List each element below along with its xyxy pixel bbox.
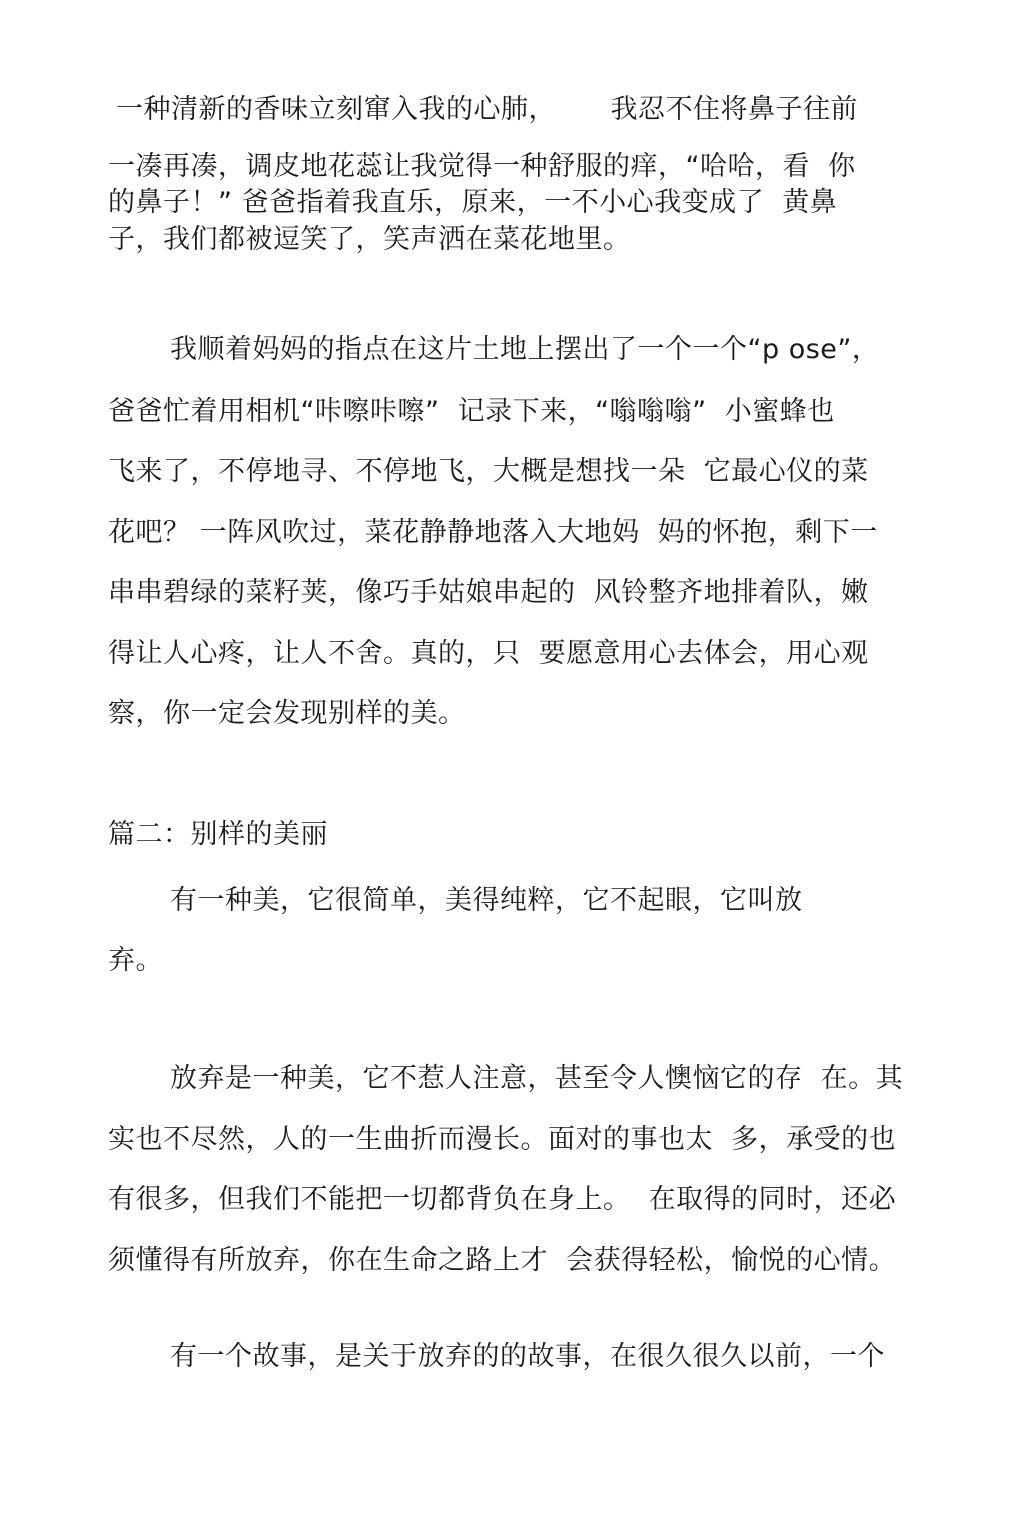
text-line: 我顺着妈妈的指点在这片土地上摆出了一个一个“p ose”，: [170, 334, 880, 365]
text-line: 花吧？ 一阵风吹过，菜花静静地落入大地妈 妈的怀抱，剩下一: [108, 517, 878, 548]
text-line: 得让人心疼，让人不舍。真的，只 要愿意用心去体会，用心观: [108, 638, 869, 669]
text-line: 须懂得有所放弃，你在生命之路上才 会获得轻松，愉悦的心情。: [108, 1245, 897, 1276]
text-line: 有很多，但我们不能把一切都背负在身上。 在取得的同时，还必: [108, 1184, 897, 1215]
text-line: 飞来了，不停地寻、不停地飞，大概是想找一朵 它最心仪的菜: [108, 456, 869, 487]
text-line: 一凑再凑，调皮地花蕊让我觉得一种舒服的痒，“哈哈，看 你: [108, 151, 856, 182]
text-line: 有一种美，它很简单，美得纯粹，它不起眼，它叫放: [170, 885, 803, 916]
text-line: 子，我们都被逗笑了，笑声洒在菜花地里。: [108, 224, 631, 255]
section-title: 篇二：别样的美丽: [108, 819, 328, 850]
text-line: 放弃是一种美，它不惹人注意，甚至令人懊恼它的存 在。其: [170, 1063, 904, 1094]
text-line: 实也不尽然，人的一生曲折而漫长。面对的事也太 多，承受的也: [108, 1124, 897, 1155]
text-line: 串串碧绿的菜籽荚，像巧手姑娘串起的 风铃整齐地排着队，嫩: [108, 577, 869, 608]
text-line: 的鼻子！” 爸爸指着我直乐，原来，一不小心我变成了 黄鼻: [108, 187, 838, 218]
text-line: 一种清新的香味立刻窜入我的心肺， 我忍不住将鼻子往前: [116, 94, 858, 125]
text-line: 察，你一定会发现别样的美。: [108, 698, 466, 729]
text-line: 有一个故事，是关于放弃的的故事，在很久很久以前，一个: [170, 1341, 885, 1372]
text-line: 弃。: [108, 945, 163, 976]
text-line: 爸爸忙着用相机“咔嚓咔嚓” 记录下来，“嗡嗡嗡” 小蜜蜂也: [108, 396, 835, 427]
